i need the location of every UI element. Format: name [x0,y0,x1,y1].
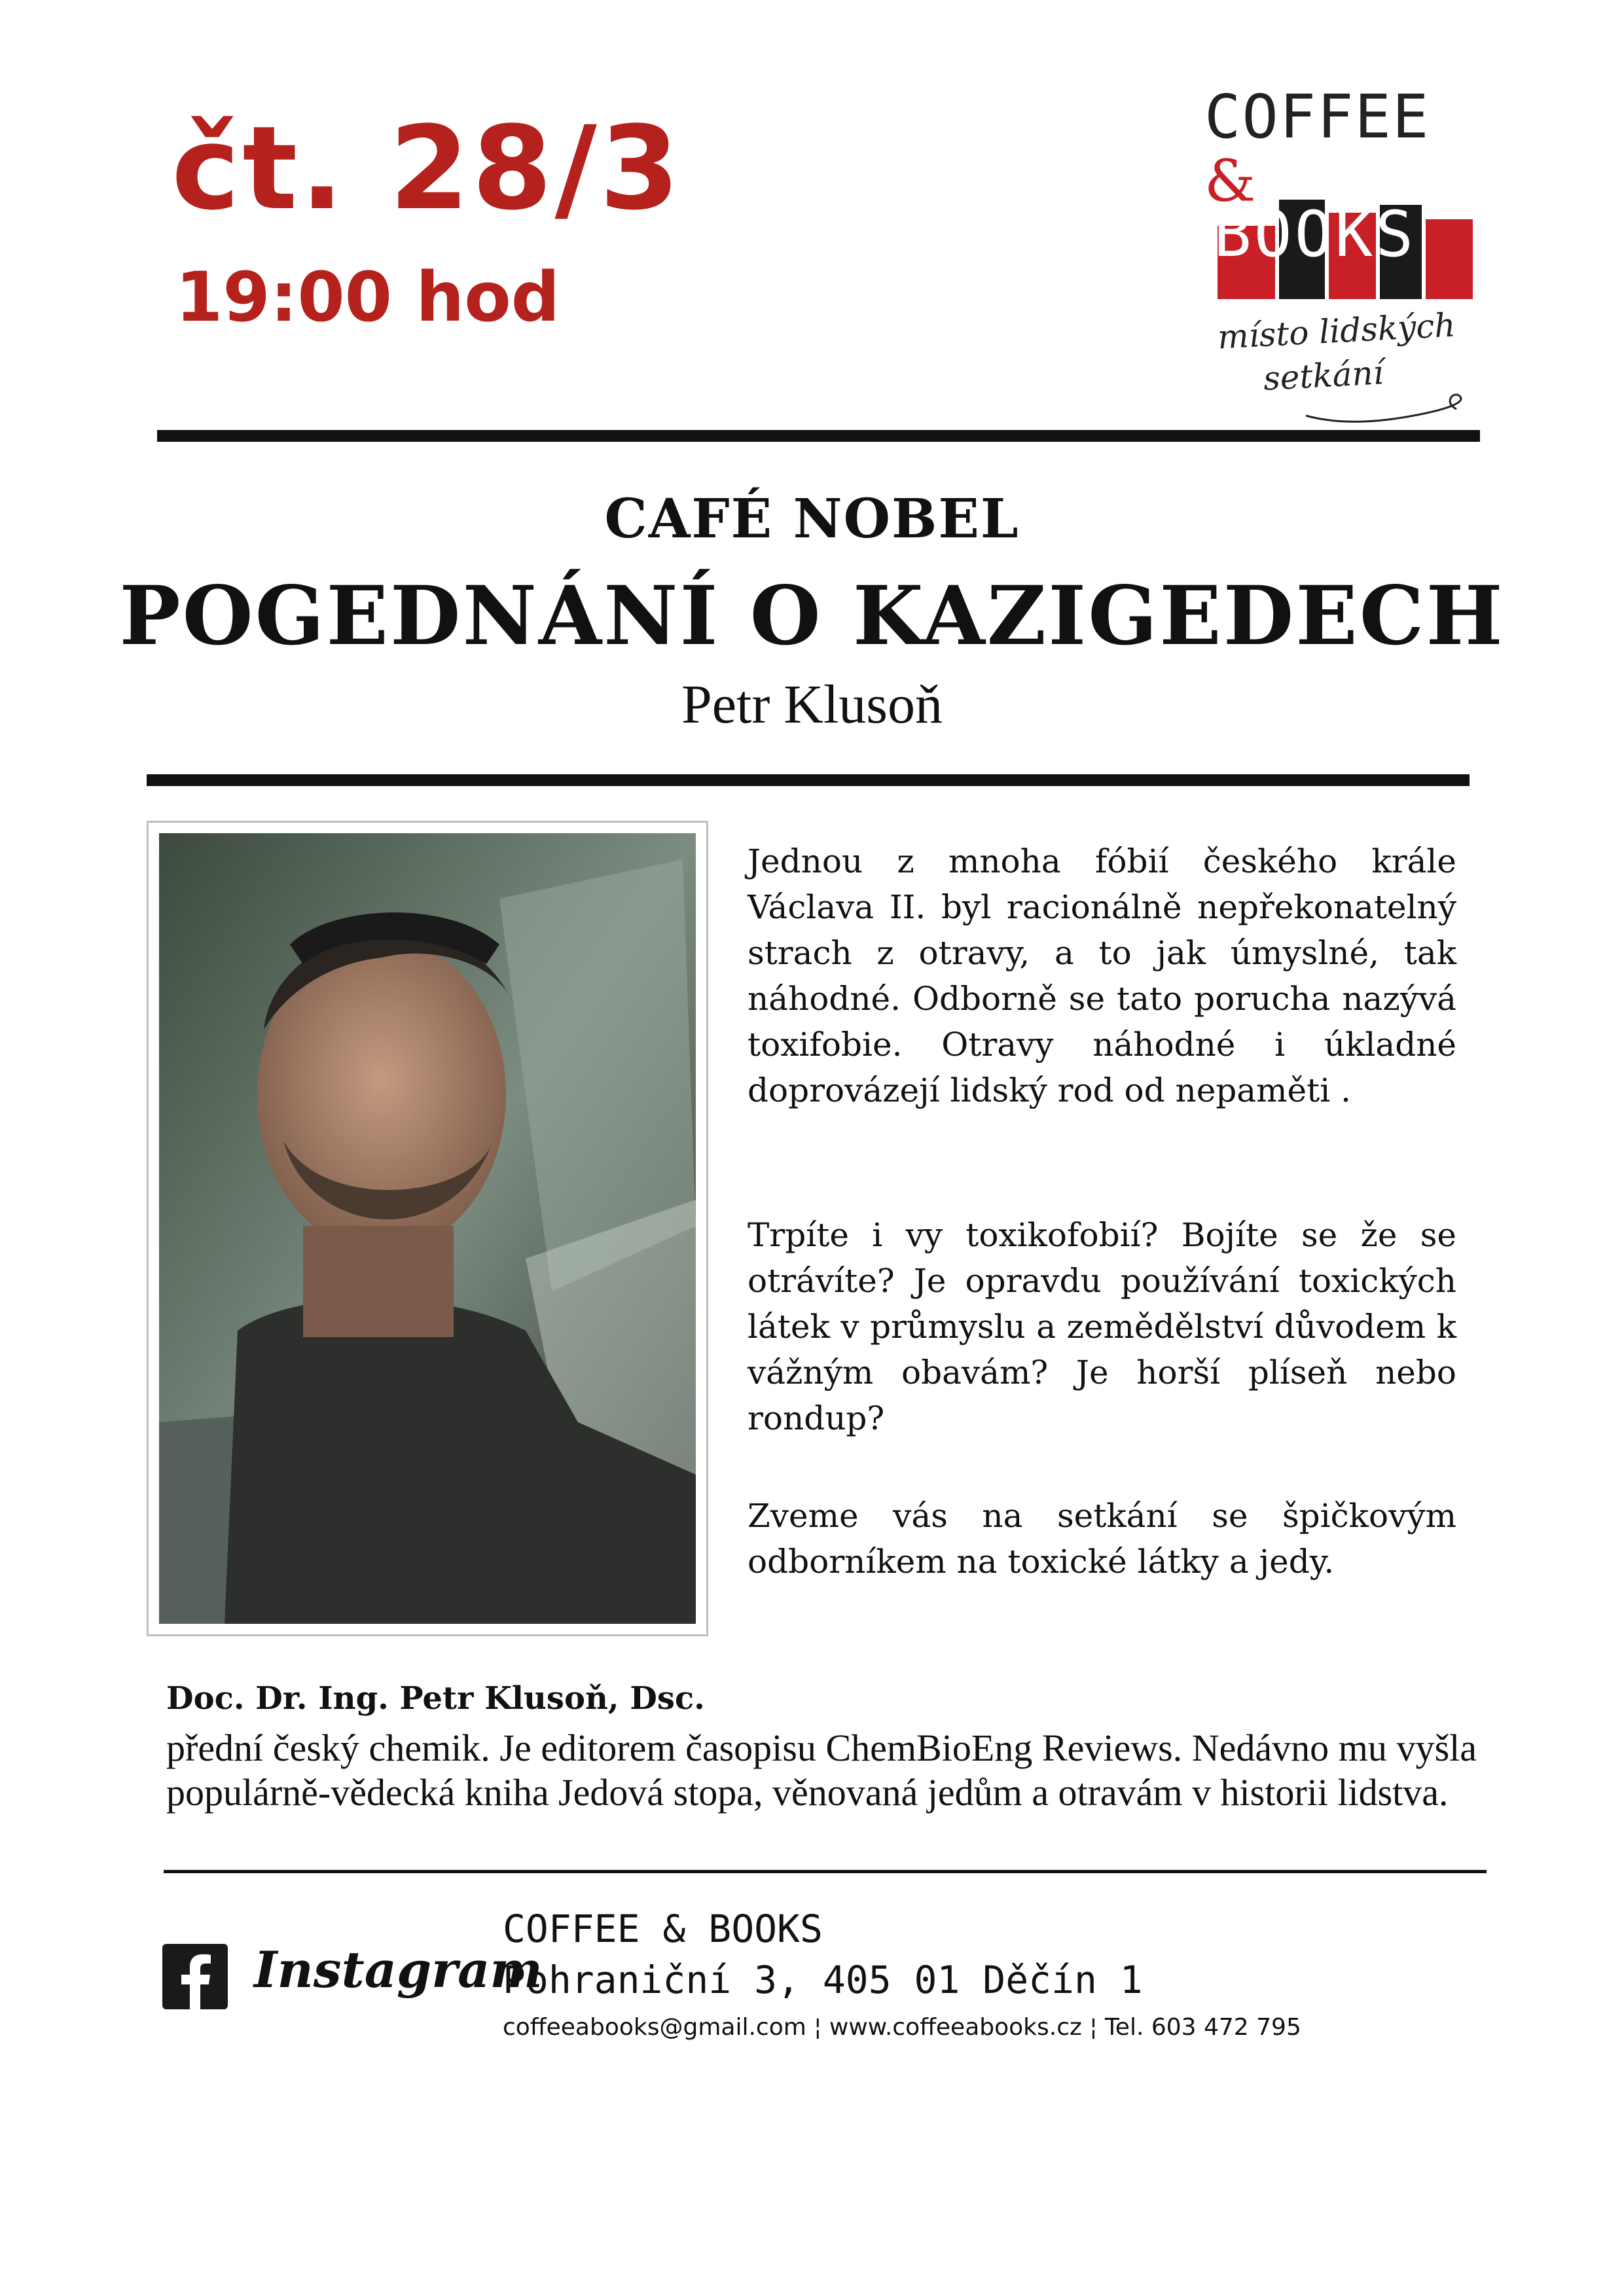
venue-name: COFFEE & BOOKS [503,1907,823,1951]
divider-bottom [164,1870,1487,1873]
description-paragraph-3: Zveme vás na setkání se špičkovým odborníkem na toxické látky a jedy. [748,1497,1456,1581]
logo-coffee-text: COFFEE [1204,82,1430,152]
logo-tagline-2: setkání [1262,353,1385,398]
facebook-icon[interactable] [162,1944,228,2009]
bio-name: Doc. Dr. Ing. Petr Klusoň, Dsc. [166,1680,705,1717]
event-series: CAFÉ NOBEL [604,488,1020,550]
venue-address: Pohraniční 3, 405 01 Děčín 1 [503,1958,1143,2002]
event-title: POGEDNÁNÍ O KAZIGEDECH [119,569,1505,664]
speaker-photo-frame [147,821,708,1636]
logo-ampersand: & [1204,147,1256,215]
divider-top [157,430,1480,442]
logo-tagline-1: místo lidských [1216,306,1456,357]
coffee-books-logo [1204,82,1479,422]
description-paragraph-2: Trpíte i vy toxikofobií? Bojíte se že se otrávíte? Je opravdu používání toxických látek v průmyslu a zemědělství důvodem k vážným obavám? Je horší plíseň nebo rondup? [748,1216,1456,1437]
swirl-icon [1303,389,1473,429]
instagram-link[interactable]: Instagram [254,1941,543,1999]
speaker-photo [159,833,696,1624]
logo-books-text: BOOKS [1214,198,1416,271]
event-date: čt. 28/3 [171,101,683,236]
bio-text: přední český chemik. Je editorem časopisu ChemBioEng Reviews. Nedávno mu vyšla populárně-vědecká kniha Jedová stopa, věnovaná jedům a otravám v historii lidstva. [166,1727,1477,1814]
event-speaker: Petr Klusoň [681,674,943,735]
description-paragraph-1: Jednou z mnoha fóbií českého krále Václava II. byl racionálně nepřekonatelný strach z otravy, a to jak úmyslné, tak náhodné. Odborně se tato porucha nazývá toxifobie. Otravy náhodné i úkladné doprovázejí lidský rod od nepaměti . [748,842,1456,1109]
venue-contact[interactable]: coffeeabooks@gmail.com ¦ www.coffeeabooks.cz ¦ Tel. 603 472 795 [503,2014,1301,2041]
divider-middle [147,774,1470,786]
event-time: 19:00 hod [175,257,560,337]
